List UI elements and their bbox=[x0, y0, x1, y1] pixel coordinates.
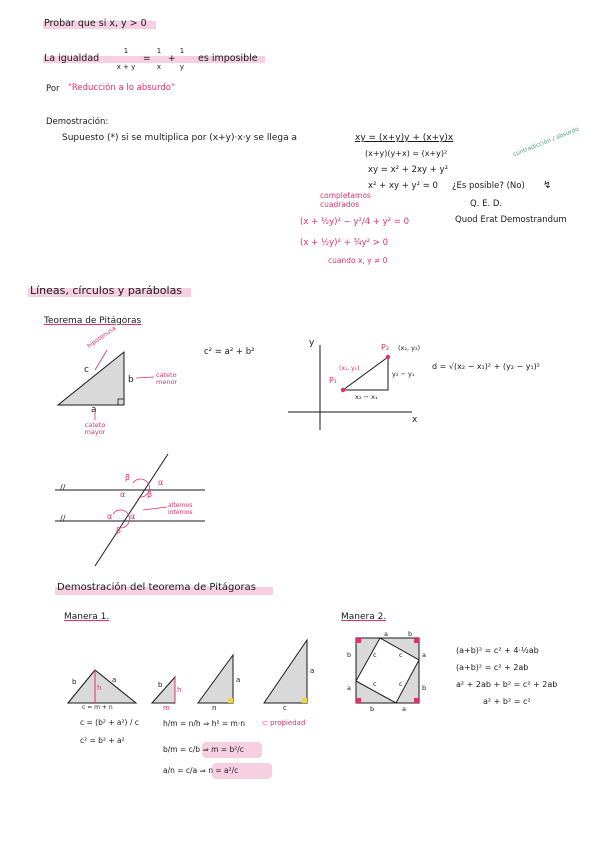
sq-corner-2 bbox=[414, 638, 419, 643]
tri1-b: b bbox=[72, 678, 77, 686]
tri-2 bbox=[152, 677, 175, 703]
p1-point bbox=[341, 388, 345, 392]
alpha-bottom: α bbox=[107, 512, 113, 521]
axis-y-label: y bbox=[309, 338, 315, 348]
alpha-top-right: α bbox=[158, 478, 164, 487]
r3: a/n = c/a ⇒ n = a²/c bbox=[163, 766, 239, 775]
sq-a-left: a bbox=[347, 684, 351, 692]
frac1-den: x + y bbox=[116, 63, 136, 71]
label-c: c bbox=[84, 365, 89, 375]
qed-latin: Quod Erat Demostrandum bbox=[455, 215, 567, 225]
beta-top: β bbox=[125, 473, 131, 482]
method-prefix: Por bbox=[46, 84, 60, 94]
parallel-mark-bottom: // bbox=[60, 514, 66, 523]
tri2-b: b bbox=[158, 681, 163, 689]
sq-corner-3 bbox=[356, 698, 361, 703]
transversal-line bbox=[95, 454, 168, 566]
tri4-c: c bbox=[283, 704, 287, 712]
proof-eq1: xy = (x+y)y + (x+y)x bbox=[355, 133, 454, 143]
section2-title: Líneas, círculos y parábolas bbox=[30, 284, 183, 297]
w2-e3: a² + 2ab + b² = c² + 2ab bbox=[456, 680, 558, 689]
alt-pointer bbox=[143, 507, 167, 510]
beta-bottom: β bbox=[116, 526, 122, 535]
f1: c = (b² + a²) / c bbox=[80, 718, 139, 727]
p1-label: P₁ bbox=[329, 376, 338, 385]
alpha-top-left: α bbox=[120, 490, 126, 499]
sq-a-bottom: a bbox=[402, 705, 406, 713]
pyth-formula: c² = a² + b² bbox=[204, 347, 255, 357]
intro-title: Probar que si x, y > 0 bbox=[44, 18, 147, 29]
way2-label: Manera 2. bbox=[341, 612, 387, 622]
label-b: b bbox=[128, 375, 134, 385]
cat-major: cateto mayor bbox=[84, 421, 106, 436]
alt-note: alternos internos bbox=[168, 502, 193, 516]
tri1-a: a bbox=[112, 676, 117, 684]
r2: b/m = c/b ⇒ m = b²/c bbox=[163, 745, 244, 754]
section3-title: Demostración del teorema de Pitágoras bbox=[57, 582, 256, 593]
right-triangle bbox=[58, 352, 124, 405]
sq-c-2: c bbox=[399, 651, 403, 659]
parallel-mark-top: // bbox=[60, 483, 66, 492]
distance-formula: d = √(x₂ − x₁)² + (y₂ − y₁)² bbox=[432, 362, 540, 371]
proof-label: Demostración: bbox=[46, 117, 109, 127]
tri-1 bbox=[68, 670, 136, 703]
distance-triangle bbox=[343, 357, 388, 390]
frac2-num: 1 bbox=[156, 47, 162, 55]
pink-eq3: cuando x, y ≠ 0 bbox=[328, 256, 388, 265]
tri1-h: h bbox=[97, 684, 102, 692]
proof-eq2: (x+y)(y+x) = (x+y)² bbox=[365, 149, 448, 158]
way1-label: Manera 1. bbox=[64, 612, 110, 622]
sq-a-right: a bbox=[422, 651, 426, 659]
p2-coords: (x₂, y₂) bbox=[398, 344, 421, 352]
cat-minor: cateto menor bbox=[156, 371, 178, 386]
w2-e1: (a+b)² = c² + 4·½ab bbox=[456, 646, 539, 655]
pink-eq1: (x + ½y)² − y²/4 + y² = 0 bbox=[300, 217, 409, 227]
tri2-h: h bbox=[177, 686, 182, 694]
sq-corner-1 bbox=[356, 638, 361, 643]
proof-eq3: xy = x² + 2xy + y² bbox=[368, 165, 448, 175]
label-a: a bbox=[91, 405, 97, 415]
sq-c-4: c bbox=[399, 680, 403, 688]
p1-coords: (x₁, y₁) bbox=[339, 365, 360, 372]
side-note: contradicción / absurdo bbox=[512, 125, 581, 159]
sq-b-right: b bbox=[422, 684, 427, 692]
section2-subtitle: Teorema de Pitágoras bbox=[44, 316, 142, 326]
sq-corner-4 bbox=[414, 698, 419, 703]
minor-pointer bbox=[136, 377, 154, 378]
statement-prefix: La igualdad bbox=[44, 53, 100, 64]
tri3-n: n bbox=[212, 704, 217, 712]
r1-note: ⊂ propiedad bbox=[262, 719, 306, 727]
sq-b-bottom: b bbox=[370, 705, 375, 713]
pink-note: completamos cuadrados bbox=[320, 191, 371, 209]
sq-a-top: a bbox=[384, 630, 388, 638]
p2-point bbox=[386, 355, 390, 359]
tri-3 bbox=[198, 655, 233, 703]
r1: h/m = n/h ⇒ h² = m·n bbox=[163, 719, 245, 728]
proof-eq4: x² + xy + y² = 0 bbox=[368, 181, 438, 191]
tri-4-right-angle bbox=[302, 698, 307, 703]
sq-b-top: b bbox=[408, 630, 413, 638]
sq-b-left: b bbox=[347, 651, 352, 659]
w2-e4: a² + b² = c² bbox=[483, 697, 531, 706]
tri2-m: m bbox=[163, 704, 170, 712]
method-text: "Reducción a lo absurdo" bbox=[68, 83, 175, 93]
sq-c-3: c bbox=[373, 680, 377, 688]
dx-label: x₂ − x₁ bbox=[355, 393, 378, 401]
p2-label: P₂ bbox=[381, 343, 390, 352]
qed: Q. E. D. bbox=[470, 199, 503, 209]
sq-c-1: c bbox=[373, 651, 377, 659]
tri-4 bbox=[264, 640, 307, 703]
lightning-icon: ↯ bbox=[543, 180, 552, 191]
frac2-den: x bbox=[156, 63, 162, 71]
tri4-a: a bbox=[310, 667, 315, 675]
f2: c² = b² + a² bbox=[80, 736, 125, 745]
tri3-a: a bbox=[236, 676, 241, 684]
alpha-bottom-right: α bbox=[130, 512, 136, 521]
tri-3-right-angle bbox=[228, 698, 233, 703]
dy-label: y₂ − y₁ bbox=[392, 370, 415, 378]
proof-line1: Supuesto (*) si se multiplica por (x+y)·x·y se llega a bbox=[62, 133, 297, 143]
pink-eq2: (x + ½y)² + ¾y² > 0 bbox=[300, 238, 389, 248]
eq-sign: = bbox=[143, 54, 151, 64]
frac3-den: y bbox=[179, 63, 185, 71]
hyp-note: hipotenusa bbox=[86, 324, 118, 350]
beta-top-right: β bbox=[147, 490, 153, 499]
frac1-num: 1 bbox=[123, 47, 129, 55]
axis-x-label: x bbox=[412, 415, 418, 425]
tri1-base: c = m + n bbox=[82, 704, 113, 711]
w2-e2: (a+b)² = c² + 2ab bbox=[456, 663, 529, 672]
proof-question: ¿Es posible? (No) bbox=[452, 181, 525, 191]
plus-sign: + bbox=[168, 54, 176, 64]
frac3-num: 1 bbox=[179, 47, 185, 55]
statement-suffix: es imposible bbox=[198, 53, 258, 64]
